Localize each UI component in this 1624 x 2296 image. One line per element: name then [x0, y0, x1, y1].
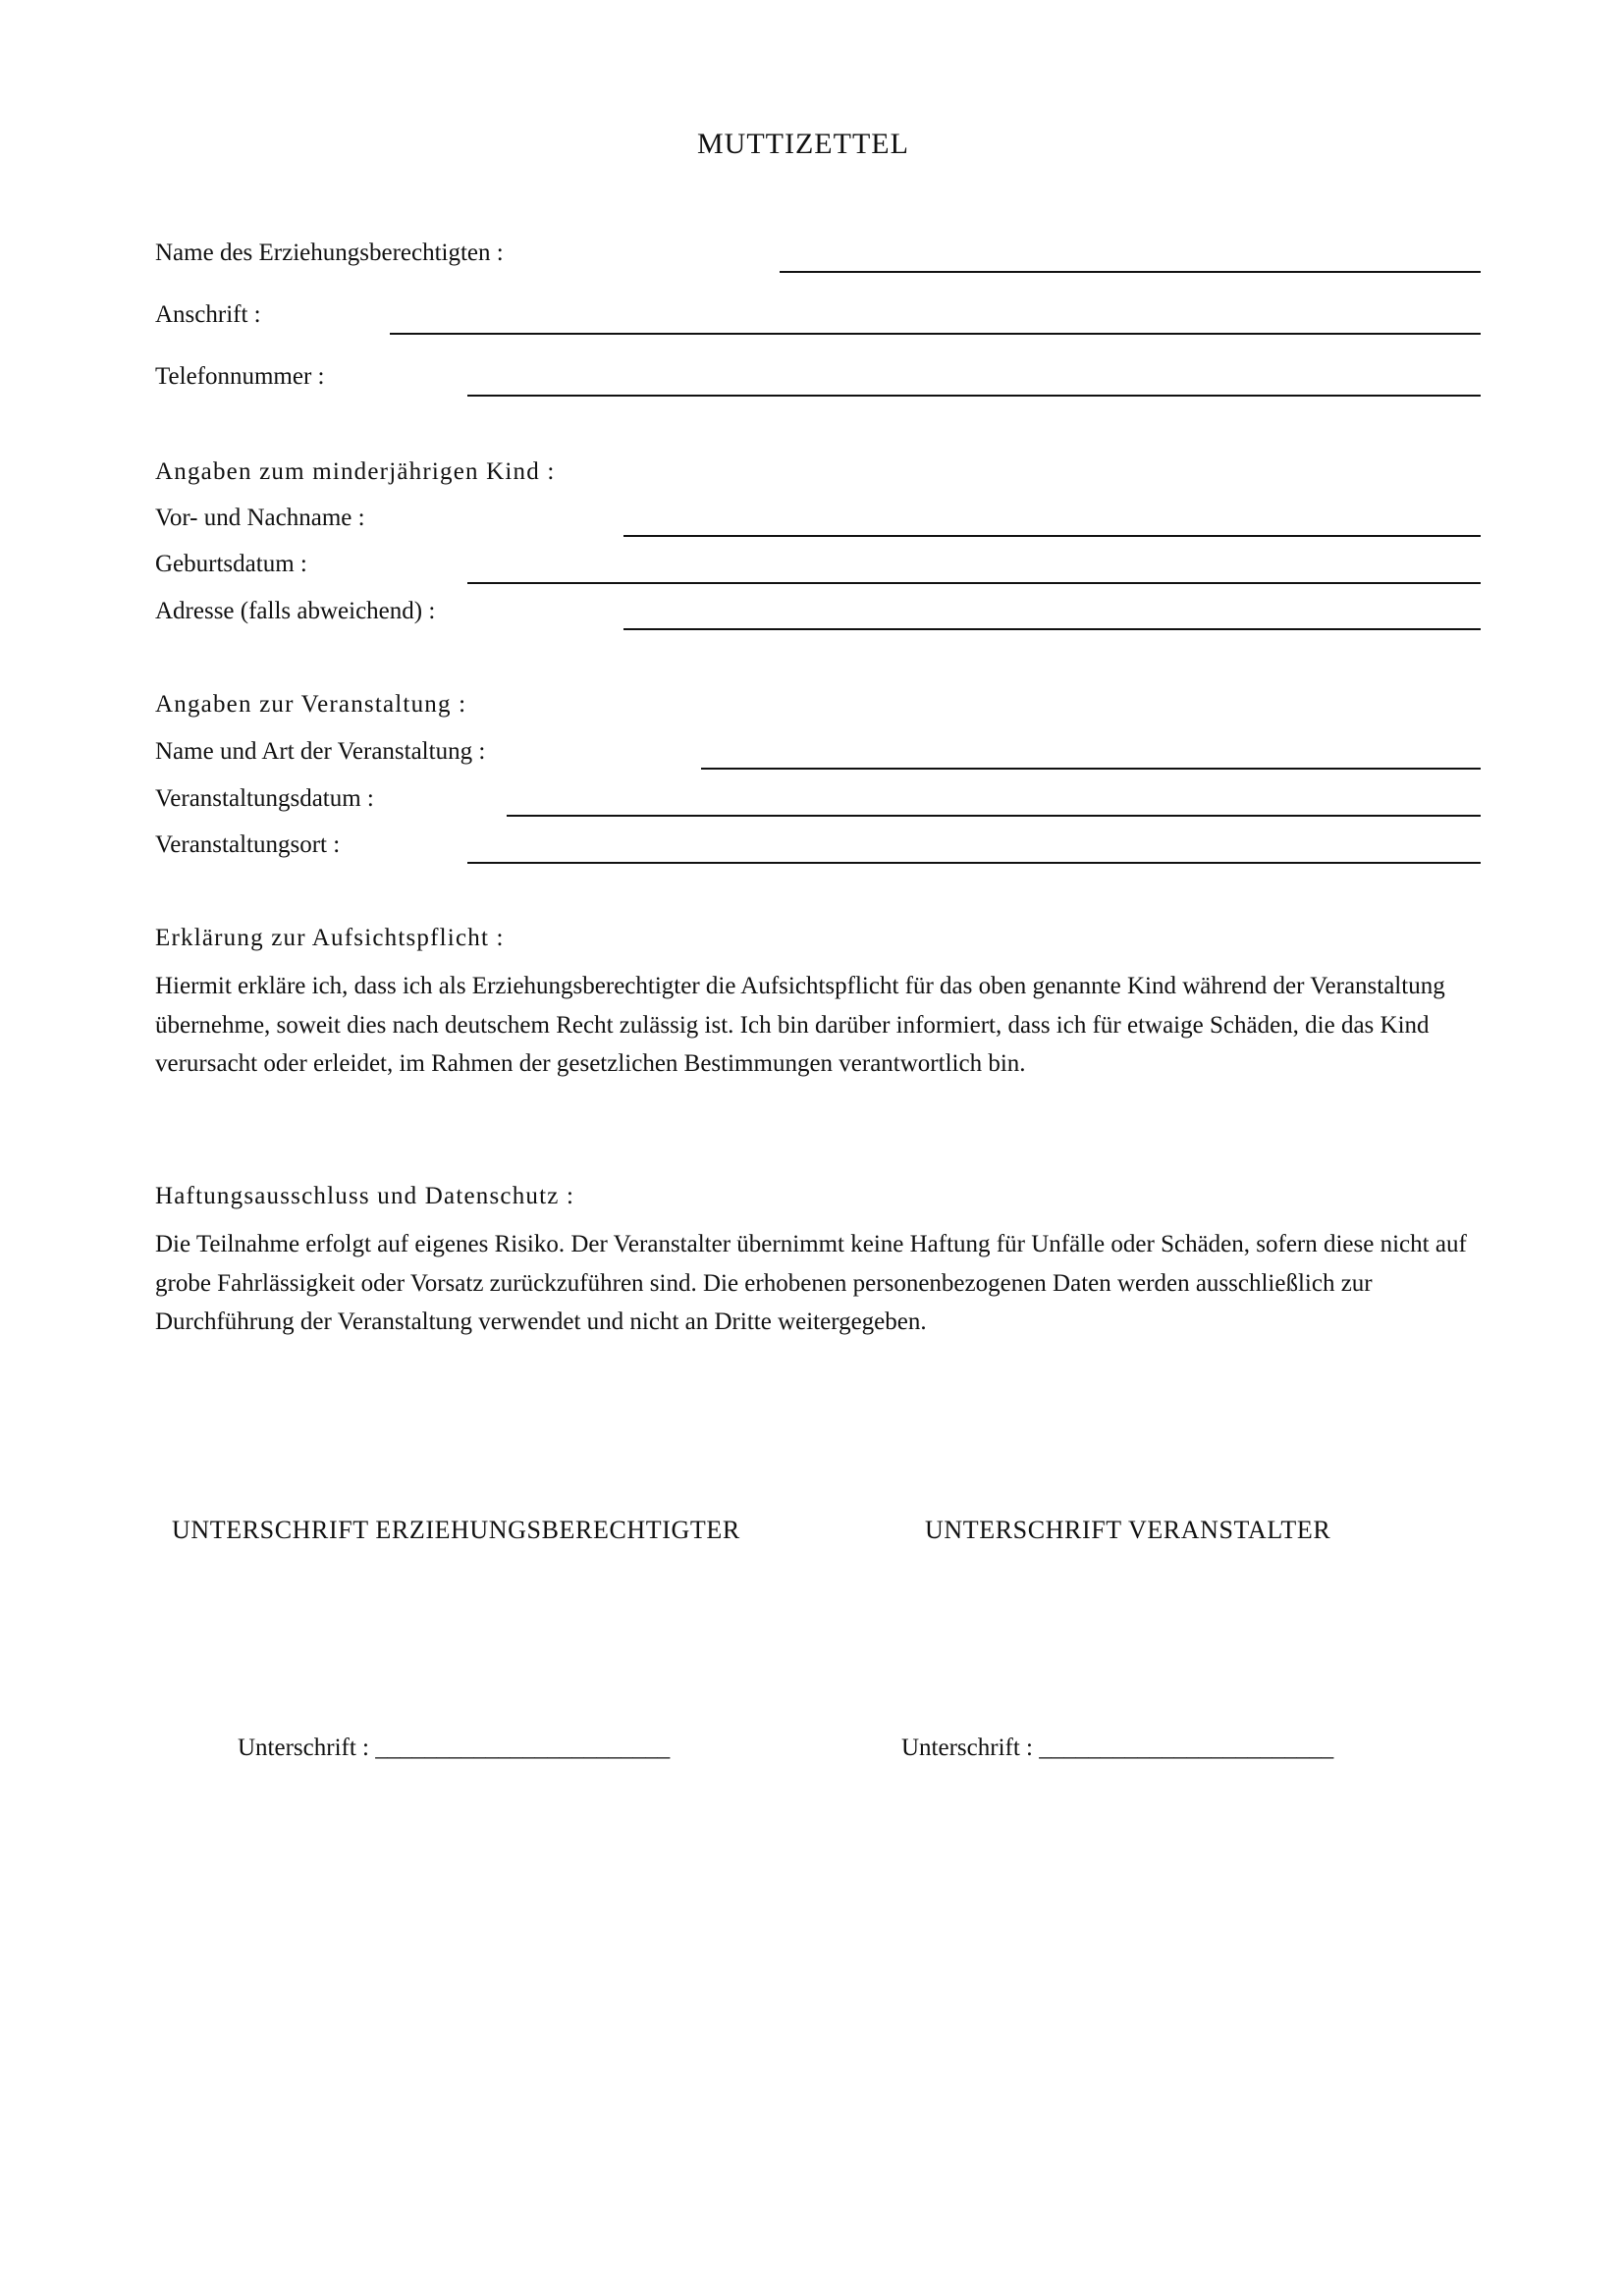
guardian-address-field[interactable] [390, 333, 1481, 335]
guardian-name-field[interactable] [780, 271, 1481, 273]
event-section-heading: Angaben zur Veranstaltung : [155, 691, 467, 718]
child-address-label: Adresse (falls abweichend) : [155, 598, 436, 624]
guardian-name-label: Name des Erziehungsberechtigten : [155, 240, 504, 266]
event-place-label: Veranstaltungsort : [155, 831, 341, 858]
guardian-phone-label: Telefonnummer : [155, 363, 325, 390]
event-name-field[interactable] [701, 768, 1481, 770]
event-date-field[interactable] [507, 815, 1481, 817]
liability-text: Die Teilnahme erfolgt auf eigenes Risiko. Der Veranstalter übernimmt keine Haftung für Unfälle oder Schäden, sofern diese nicht auf grobe Fahrlässigkeit oder Vorsatz zurückzuführen sind. Die erhobenen personenbezogenen Daten werden ausschließlich zur Durchführung der Veranstaltung verwendet und nicht an Dritte weitergegeben. [155, 1231, 1467, 1335]
event-name-label: Name und Art der Veranstaltung : [155, 738, 486, 765]
guardian-signature-heading: UNTERSCHRIFT ERZIEHUNGSBERECHTIGTER [172, 1516, 740, 1544]
organizer-signature-line[interactable]: Unterschrift : ________________________ [901, 1735, 1334, 1761]
child-name-label: Vor- und Nachname : [155, 505, 365, 531]
event-date-label: Veranstaltungsdatum : [155, 785, 374, 812]
child-section-heading: Angaben zum minderjährigen Kind : [155, 458, 556, 485]
event-place-field[interactable] [467, 862, 1481, 864]
child-address-field[interactable] [623, 628, 1481, 630]
document-title: MUTTIZETTEL [697, 128, 909, 160]
guardian-phone-field[interactable] [467, 395, 1481, 397]
child-name-field[interactable] [623, 535, 1481, 537]
child-birthdate-field[interactable] [467, 582, 1481, 584]
liability-heading: Haftungsausschluss und Datenschutz : [155, 1183, 575, 1209]
guardian-address-label: Anschrift : [155, 301, 261, 328]
child-birthdate-label: Geburtsdatum : [155, 551, 307, 577]
supervision-text: Hiermit erkläre ich, dass ich als Erziehungsberechtigter die Aufsichtspflicht für das oben genannte Kind während der Veranstaltung übernehme, soweit dies nach deutschem Recht zulässig ist. Ich bin darüber informiert, dass ich für etwaige Schäden, die das Kind verursacht oder erleidet, im Rahmen der gesetzlichen Bestimmungen verantwortlich bin. [155, 973, 1445, 1077]
guardian-signature-line[interactable]: Unterschrift : ________________________ [238, 1735, 671, 1761]
supervision-heading: Erklärung zur Aufsichtspflicht : [155, 925, 505, 951]
organizer-signature-heading: UNTERSCHRIFT VERANSTALTER [925, 1516, 1331, 1544]
